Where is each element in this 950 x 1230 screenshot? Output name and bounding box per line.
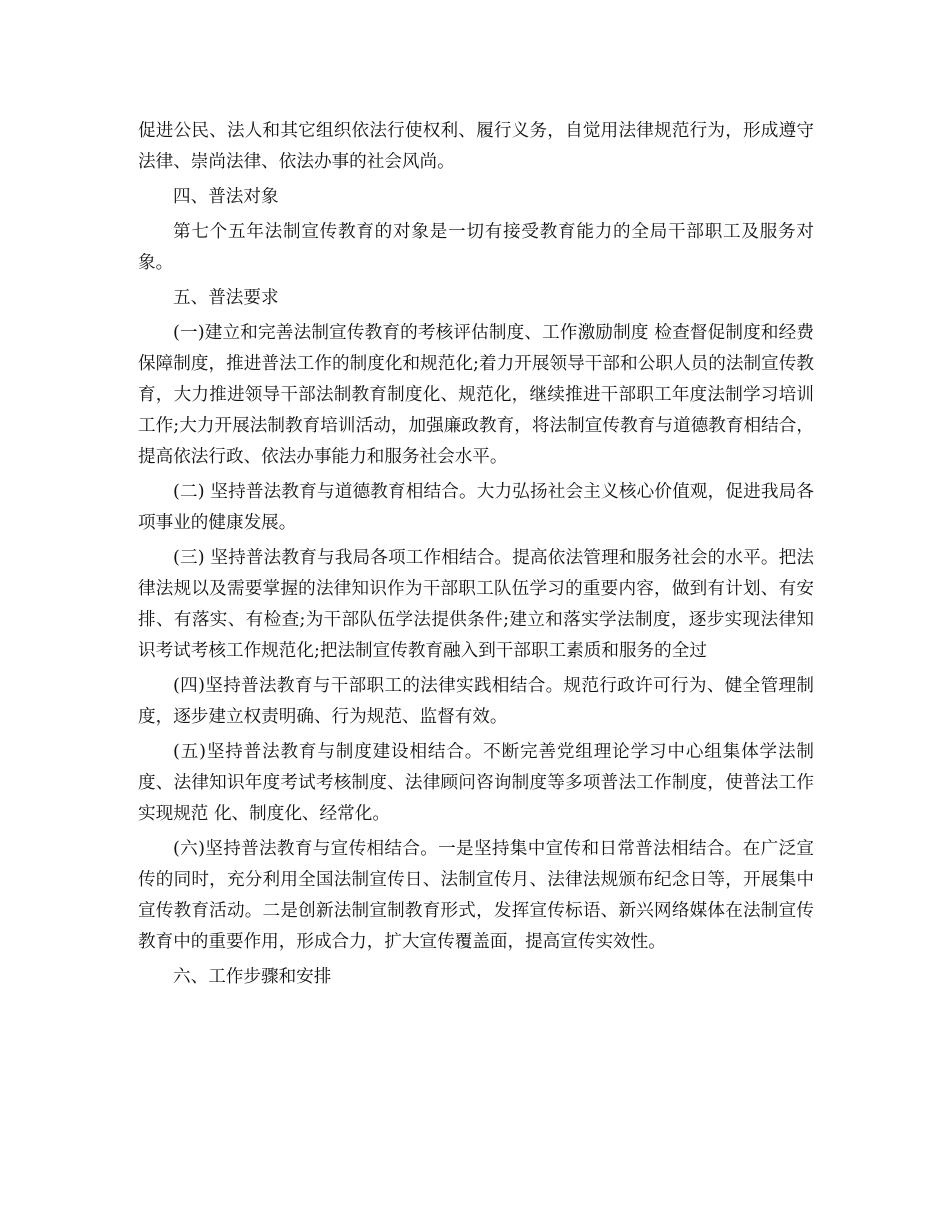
paragraph-continuation: 促进公民、法人和其它组织依法行使权利、履行义务，自觉用法律规范行为，形成遵守法律、崇尚法律、依法办事的社会风尚。 xyxy=(138,121,814,172)
requirement-item-3: (三) 坚持普法教育与我局各项工作相结合。提高依法管理和服务社会的水平。把法律法规以及需要掌握的法律知识作为干部职工队伍学习的重要内容，做到有计划、有安排、有落实、有检查;为干部队伍学法提供条件;建立和落实学法制度，逐步实现法律知识考试考核工作规范化;把法制宣传教育融入到干部职工素质和服务的全过 xyxy=(138,548,814,661)
section-heading-targets: 四、普法对象 xyxy=(173,187,279,207)
section-heading-requirements: 五、普法要求 xyxy=(173,288,279,308)
requirement-item-5: (五)坚持普法教育与制度建设相结合。不断完善党组理论学习中心组集体学法制度、法律知识年度考试考核制度、法律顾问咨询制度等多项普法工作制度，使普法工作实现规范 化、制度化、经常化。 xyxy=(138,742,814,824)
section-heading-steps: 六、工作步骤和安排 xyxy=(173,967,332,987)
requirement-item-1: (一)建立和完善法制宣传教育的考核评估制度、工作激励制度 检查督促制度和经费保障制度，推进普法工作的制度化和规范化;着力开展领导干部和公职人员的法制宣传教育，大力推进领导干部法制教育制度化、规范化，继续推进干部职工年度法制学习培训工作;大力开展法制教育培训活动，加强廉政教育，将法制宣传教育与道德教育相结合，提高依法行政、依法办事能力和服务社会水平。 xyxy=(138,323,814,467)
requirement-item-4: (四)坚持普法教育与干部职工的法律实践相结合。规范行政许可行为、健全管理制度，逐步建立权责明确、行为规范、监督有效。 xyxy=(138,676,814,727)
requirement-item-6: (六)坚持普法教育与宣传相结合。一是坚持集中宣传和日常普法相结合。在广泛宣传的同时，充分利用全国法制宣传日、法制宣传月、法律法规颁布纪念日等，开展集中宣传教育活动。二是创新法制宣制教育形式，发挥宣传标语、新兴网络媒体在法制宣传教育中的重要作用，形成合力，扩大宣传覆盖面，提高宣传实效性。 xyxy=(138,839,814,952)
requirement-item-2: (二) 坚持普法教育与道德教育相结合。大力弘扬社会主义核心价值观，促进我局各项事业的健康发展。 xyxy=(138,482,814,533)
document-body xyxy=(138,116,814,997)
paragraph-targets: 第七个五年法制宣传教育的对象是一切有接受教育能力的全局干部职工及服务对象。 xyxy=(138,222,814,273)
